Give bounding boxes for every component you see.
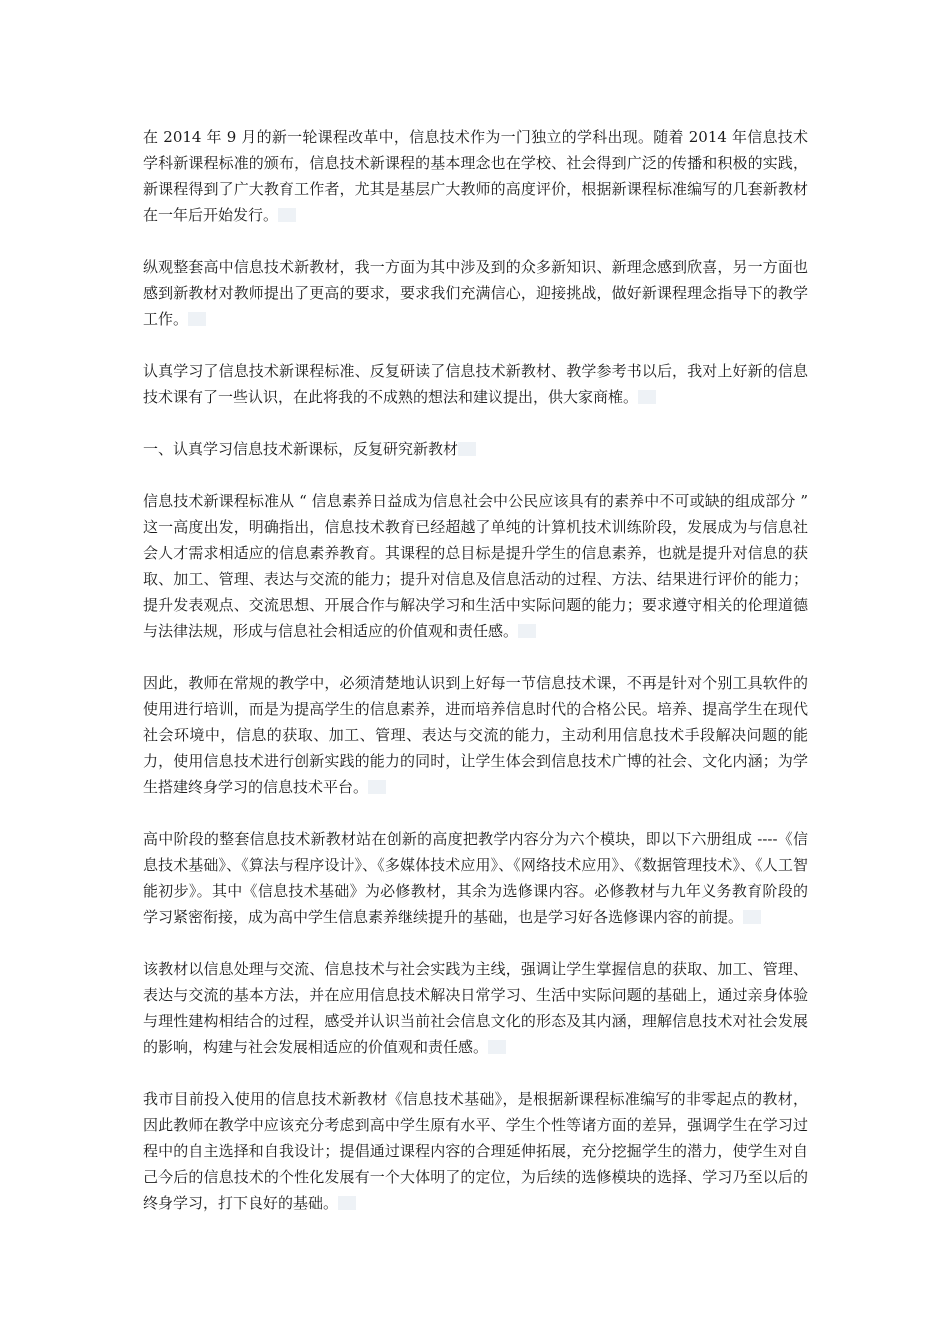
paragraph-text: 因此，教师在常规的教学中，必须清楚地认识到上好每一节信息技术课，不再是针对个别工具软件的使用进行培训，而是为提高学生的信息素养，进而培养信息时代的合格公民。培养、提高学生在现代社会环境中，信息的获取、加工、管理、表达与交流的能力，主动利用信息技术手段解决问题的能力，使用信息技术进行创新实践的能力的同时，让学生体会到信息技术广博的社会、文化内涵；为学生搭建终身学习的信息技术平台。 bbox=[143, 674, 808, 796]
paragraph-intro bbox=[143, 124, 808, 228]
highlight-marker bbox=[188, 312, 206, 326]
highlight-marker bbox=[743, 910, 761, 924]
highlight-marker bbox=[458, 442, 476, 456]
highlight-marker bbox=[338, 1196, 356, 1210]
highlight-marker bbox=[638, 390, 656, 404]
paragraph-overview bbox=[143, 254, 808, 332]
paragraph-text: 高中阶段的整套信息技术新教材站在创新的高度把教学内容分为六个模块，即以下六册组成 ----《信息技术基础》、《算法与程序设计》、《多媒体技术应用》、《网络技术应用》、《数据管理技术》、《人工智能初步》。其中《信息技术基础》为必修教材，其余为选修课内容。必修教材与九年义务教育阶段的学习紧密衔接，成为高中学生信息素养继续提升的基础，也是学习好各选修课内容的前提。 bbox=[143, 830, 808, 926]
section-heading bbox=[143, 436, 808, 462]
paragraph-standard bbox=[143, 488, 808, 644]
paragraph-text: 该教材以信息处理与交流、信息技术与社会实践为主线，强调让学生掌握信息的获取、加工、管理、表达与交流的基本方法，并在应用信息技术解决日常学习、生活中实际问题的基础上，通过亲身体验与理性建构相结合的过程，感受并认识当前社会信息文化的形态及其内涵，理解信息技术对社会发展的影响，构建与社会发展相适应的价值观和责任感。 bbox=[143, 960, 808, 1056]
highlight-marker bbox=[518, 624, 536, 638]
highlight-marker bbox=[368, 780, 386, 794]
paragraph-text: 认真学习了信息技术新课程标准、反复研读了信息技术新教材、教学参考书以后，我对上好新的信息技术课有了一些认识，在此将我的不成熟的想法和建议提出，供大家商榷。 bbox=[143, 362, 808, 406]
paragraph-teaching bbox=[143, 670, 808, 800]
paragraph-text: 我市目前投入使用的信息技术新教材《信息技术基础》，是根据新课程标准编写的非零起点的教材，因此教师在教学中应该充分考虑到高中学生原有水平、学生个性等诸方面的差异，强调学生在学习过程中的自主选择和自我设计；提倡通过课程内容的合理延伸拓展，充分挖掘学生的潜力，使学生对自己今后的信息技术的个性化发展有一个大体明了的定位，为后续的选修模块的选择、学习乃至以后的终身学习，打下良好的基础。 bbox=[143, 1090, 808, 1212]
paragraph-local bbox=[143, 1086, 808, 1216]
document-body bbox=[143, 124, 808, 1242]
heading-text: 一、认真学习信息技术新课标，反复研究新教材 bbox=[143, 440, 459, 458]
paragraph-text: 信息技术新课程标准从 “ 信息素养日益成为信息社会中公民应该具有的素养中不可或缺的组成部分 ” 这一高度出发，明确指出，信息技术教育已经超越了单纯的计算机技术训练阶段，发展成为与信息社会人才需求相适应的信息素养教育。其课程的总目标是提升学生的信息素养，也就是提升对信息的获取、加工、管理、表达与交流的能力；提升对信息及信息活动的过程、方法、结果进行评价的能力；提升发表观点、交流思想、开展合作与解决学习和生活中实际问题的能力；要求遵守相关的伦理道德与法律法规，形成与信息社会相适应的价值观和责任感。 bbox=[143, 492, 808, 640]
highlight-marker bbox=[278, 208, 296, 222]
paragraph-study bbox=[143, 358, 808, 410]
paragraph-text: 纵观整套高中信息技术新教材，我一方面为其中涉及到的众多新知识、新理念感到欣喜，另一方面也感到新教材对教师提出了更高的要求，要求我们充满信心，迎接挑战，做好新课程理念指导下的教学工作。 bbox=[143, 258, 808, 328]
paragraph-textbook bbox=[143, 956, 808, 1060]
highlight-marker bbox=[488, 1040, 506, 1054]
paragraph-modules bbox=[143, 826, 808, 930]
paragraph-text: 在 2014 年 9 月的新一轮课程改革中，信息技术作为一门独立的学科出现。随着 2014 年信息技术学科新课程标准的颁布，信息技术新课程的基本理念也在学校、社会得到广泛的传播和积极的实践，新课程得到了广大教育工作者，尤其是基层广大教师的高度评价，根据新课程标准编写的几套新教材在一年后开始发行。 bbox=[143, 128, 808, 224]
